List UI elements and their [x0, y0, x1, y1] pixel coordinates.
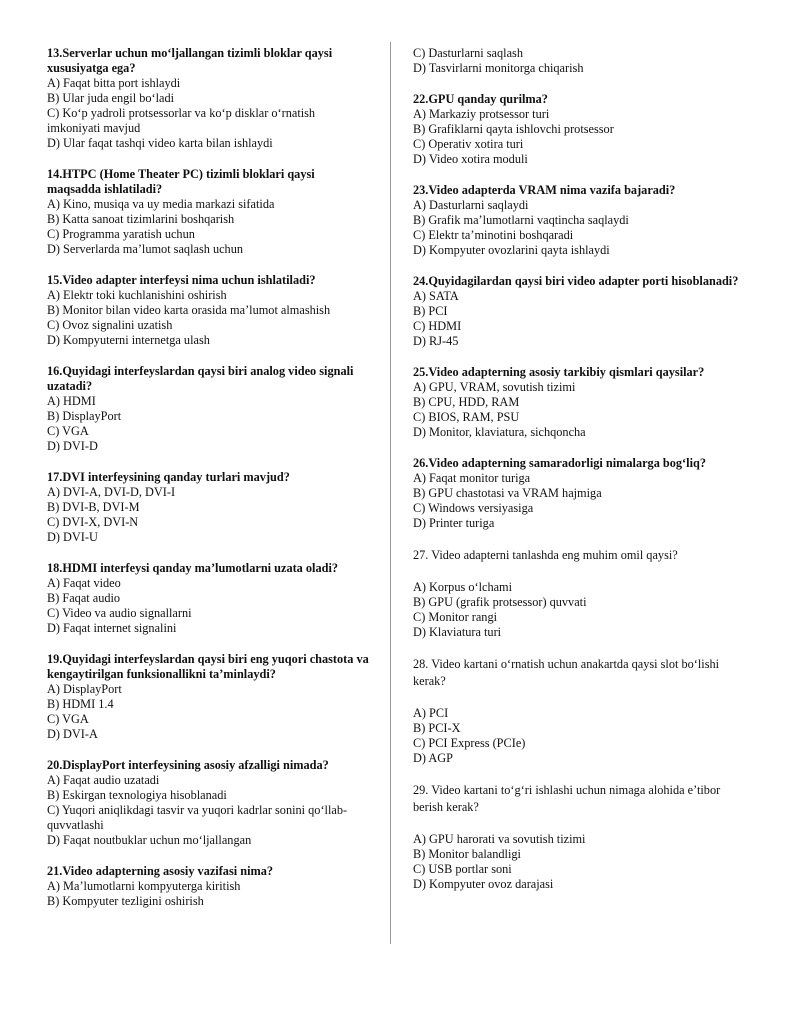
answer-option: C) VGA	[47, 712, 89, 726]
left-column	[47, 46, 369, 925]
question-text: 21.Video adapterning asosiy vazifasi nima?	[47, 864, 274, 878]
question-block	[47, 561, 369, 636]
answer-option: D) Faqat internet signalini	[47, 621, 177, 635]
answer-option: B) Ular juda engil bo‘ladi	[47, 91, 175, 105]
answer-option: B) CPU, HDD, RAM	[413, 395, 520, 409]
question-text: 14.HTPC (Home Theater PC) tizimli bloklari qaysi maqsadda ishlatiladi?	[47, 167, 315, 196]
answer-option: C) USB portlar soni	[413, 862, 512, 876]
answer-option: B) HDMI 1.4	[47, 697, 114, 711]
answer-option: B) Monitor balandligi	[413, 847, 521, 861]
question-block	[413, 782, 743, 892]
question-block	[413, 92, 743, 167]
answer-option: B) DisplayPort	[47, 409, 122, 423]
answer-option: A) GPU, VRAM, sovutish tizimi	[413, 380, 576, 394]
question-block	[413, 274, 743, 349]
question-block	[47, 364, 369, 454]
question-block	[47, 652, 369, 742]
answer-option: D) Serverlarda ma’lumot saqlash uchun	[47, 242, 244, 256]
question-text: 18.HDMI interfeysi qanday ma’lumotlarni uzata oladi?	[47, 561, 339, 575]
question-text: 25.Video adapterning asosiy tarkibiy qismlari qaysilar?	[413, 365, 705, 379]
answer-option: B) Faqat audio	[47, 591, 121, 605]
answer-option: A) Faqat video	[47, 576, 121, 590]
answer-option: A) PCI	[413, 706, 449, 720]
column-divider	[390, 42, 391, 944]
answer-option: C) VGA	[47, 424, 89, 438]
question-block	[47, 864, 369, 909]
question-block	[47, 167, 369, 257]
question-text: 29. Video kartani to‘g‘ri ishlashi uchun nimaga alohida e’tibor berish kerak?	[413, 783, 721, 814]
answer-option: B) PCI-X	[413, 721, 461, 735]
answer-option: D) Kompyuter ovoz darajasi	[413, 877, 554, 891]
answer-option: A) DisplayPort	[47, 682, 122, 696]
question-block	[47, 470, 369, 545]
answer-option: A) DVI-A, DVI-D, DVI-I	[47, 485, 176, 499]
answer-option: C) Windows versiyasiga	[413, 501, 534, 515]
answer-option: B) GPU (grafik protsessor) quvvati	[413, 595, 587, 609]
answer-option: D) Klaviatura turi	[413, 625, 502, 639]
question-block	[47, 758, 369, 848]
question-block	[47, 46, 369, 151]
answer-option: D) DVI-A	[47, 727, 98, 741]
answer-option: D) Video xotira moduli	[413, 152, 528, 166]
answer-option: C) Ovoz signalini uzatish	[47, 318, 173, 332]
answer-option: A) Faqat bitta port ishlaydi	[47, 76, 181, 90]
question-text: 27. Video adapterni tanlashda eng muhim omil qaysi?	[413, 548, 678, 562]
answer-option: D) Kompyuterni internetga ulash	[47, 333, 210, 347]
answer-option: D) Faqat noutbuklar uchun mo‘ljallangan	[47, 833, 252, 847]
answer-option: D) DVI-U	[47, 530, 98, 544]
question-text: 24.Quyidagilardan qaysi biri video adapter porti hisoblanadi?	[413, 274, 739, 288]
answer-option: A) Ma’lumotlarni kompyuterga kiritish	[47, 879, 241, 893]
answer-option: B) Eskirgan texnologiya hisoblanadi	[47, 788, 227, 802]
answer-option: B) Kompyuter tezligini oshirish	[47, 894, 204, 908]
question-text: 20.DisplayPort interfeysining asosiy afzalligi nimada?	[47, 758, 329, 772]
question-block	[413, 365, 743, 440]
question-text: 19.Quyidagi interfeyslardan qaysi biri eng yuqori chastota va kengaytirilgan funksionallikni ta’minlaydi?	[47, 652, 369, 681]
answer-option: B) Grafik ma’lumotlarni vaqtincha saqlaydi	[413, 213, 629, 227]
answer-option: C) Yuqori aniqlikdagi tasvir va yuqori kadrlar sonini qo‘llab-quvvatlashi	[47, 803, 348, 832]
answer-option: C) DVI-X, DVI-N	[47, 515, 139, 529]
answer-option: C) Programma yaratish uchun	[47, 227, 195, 241]
answer-option: B) Monitor bilan video karta orasida ma’lumot almashish	[47, 303, 331, 317]
answer-option: D) Printer turiga	[413, 516, 495, 530]
answer-option: C) PCI Express (PCIe)	[413, 736, 526, 750]
question-text: 13.Serverlar uchun mo‘ljallangan tizimli bloklar qaysi xususiyatga ega?	[47, 46, 333, 75]
answer-option: C) Operativ xotira turi	[413, 137, 524, 151]
question-text: 17.DVI interfeysining qanday turlari mavjud?	[47, 470, 290, 484]
question-text: 15.Video adapter interfeysi nima uchun ishlatiladi?	[47, 273, 316, 287]
answer-option: A) Faqat audio uzatadi	[47, 773, 160, 787]
question-block	[413, 656, 743, 766]
question-text: 22.GPU qanday qurilma?	[413, 92, 548, 106]
answer-option: C) BIOS, RAM, PSU	[413, 410, 520, 424]
answer-option: B) Katta sanoat tizimlarini boshqarish	[47, 212, 235, 226]
question-block	[413, 46, 743, 76]
answer-option: A) Elektr toki kuchlanishini oshirish	[47, 288, 227, 302]
answer-option: B) PCI	[413, 304, 448, 318]
answer-option: A) Korpus o‘lchami	[413, 580, 513, 594]
answer-option: D) DVI-D	[47, 439, 98, 453]
answer-option: A) HDMI	[47, 394, 96, 408]
question-text: 26.Video adapterning samaradorligi nimalarga bog‘liq?	[413, 456, 706, 470]
answer-option: D) Ular faqat tashqi video karta bilan ishlaydi	[47, 136, 273, 150]
answer-option: A) SATA	[413, 289, 459, 303]
answer-option: C) Dasturlarni saqlash	[413, 46, 523, 60]
answer-option: C) Elektr ta’minotini boshqaradi	[413, 228, 574, 242]
question-block	[413, 183, 743, 258]
question-text: 23.Video adapterda VRAM nima vazifa bajaradi?	[413, 183, 676, 197]
answer-option: A) Kino, musiqa va uy media markazi sifatida	[47, 197, 275, 211]
question-block	[413, 456, 743, 531]
answer-option: D) Tasvirlarni monitorga chiqarish	[413, 61, 584, 75]
answer-option: A) Faqat monitor turiga	[413, 471, 531, 485]
answer-option: D) Monitor, klaviatura, sichqoncha	[413, 425, 586, 439]
answer-option: A) GPU harorati va sovutish tizimi	[413, 832, 586, 846]
answer-option: C) Monitor rangi	[413, 610, 498, 624]
answer-option: D) RJ-45	[413, 334, 459, 348]
answer-option: C) Ko‘p yadroli protsessorlar va ko‘p disklar o‘rnatish imkoniyati mavjud	[47, 106, 316, 135]
answer-option: B) Grafiklarni qayta ishlovchi protsessor	[413, 122, 614, 136]
answer-option: B) DVI-B, DVI-M	[47, 500, 140, 514]
question-block	[413, 547, 743, 640]
right-column	[413, 46, 743, 908]
answer-option: D) Kompyuter ovozlarini qayta ishlaydi	[413, 243, 610, 257]
question-block	[47, 273, 369, 348]
answer-option: B) GPU chastotasi va VRAM hajmiga	[413, 486, 602, 500]
question-text: 28. Video kartani o‘rnatish uchun anakartda qaysi slot bo‘lishi kerak?	[413, 657, 720, 688]
question-text: 16.Quyidagi interfeyslardan qaysi biri analog video signali uzatadi?	[47, 364, 354, 393]
answer-option: A) Dasturlarni saqlaydi	[413, 198, 529, 212]
answer-option: D) AGP	[413, 751, 453, 765]
answer-option: C) HDMI	[413, 319, 462, 333]
answer-option: A) Markaziy protsessor turi	[413, 107, 550, 121]
answer-option: C) Video va audio signallarni	[47, 606, 192, 620]
